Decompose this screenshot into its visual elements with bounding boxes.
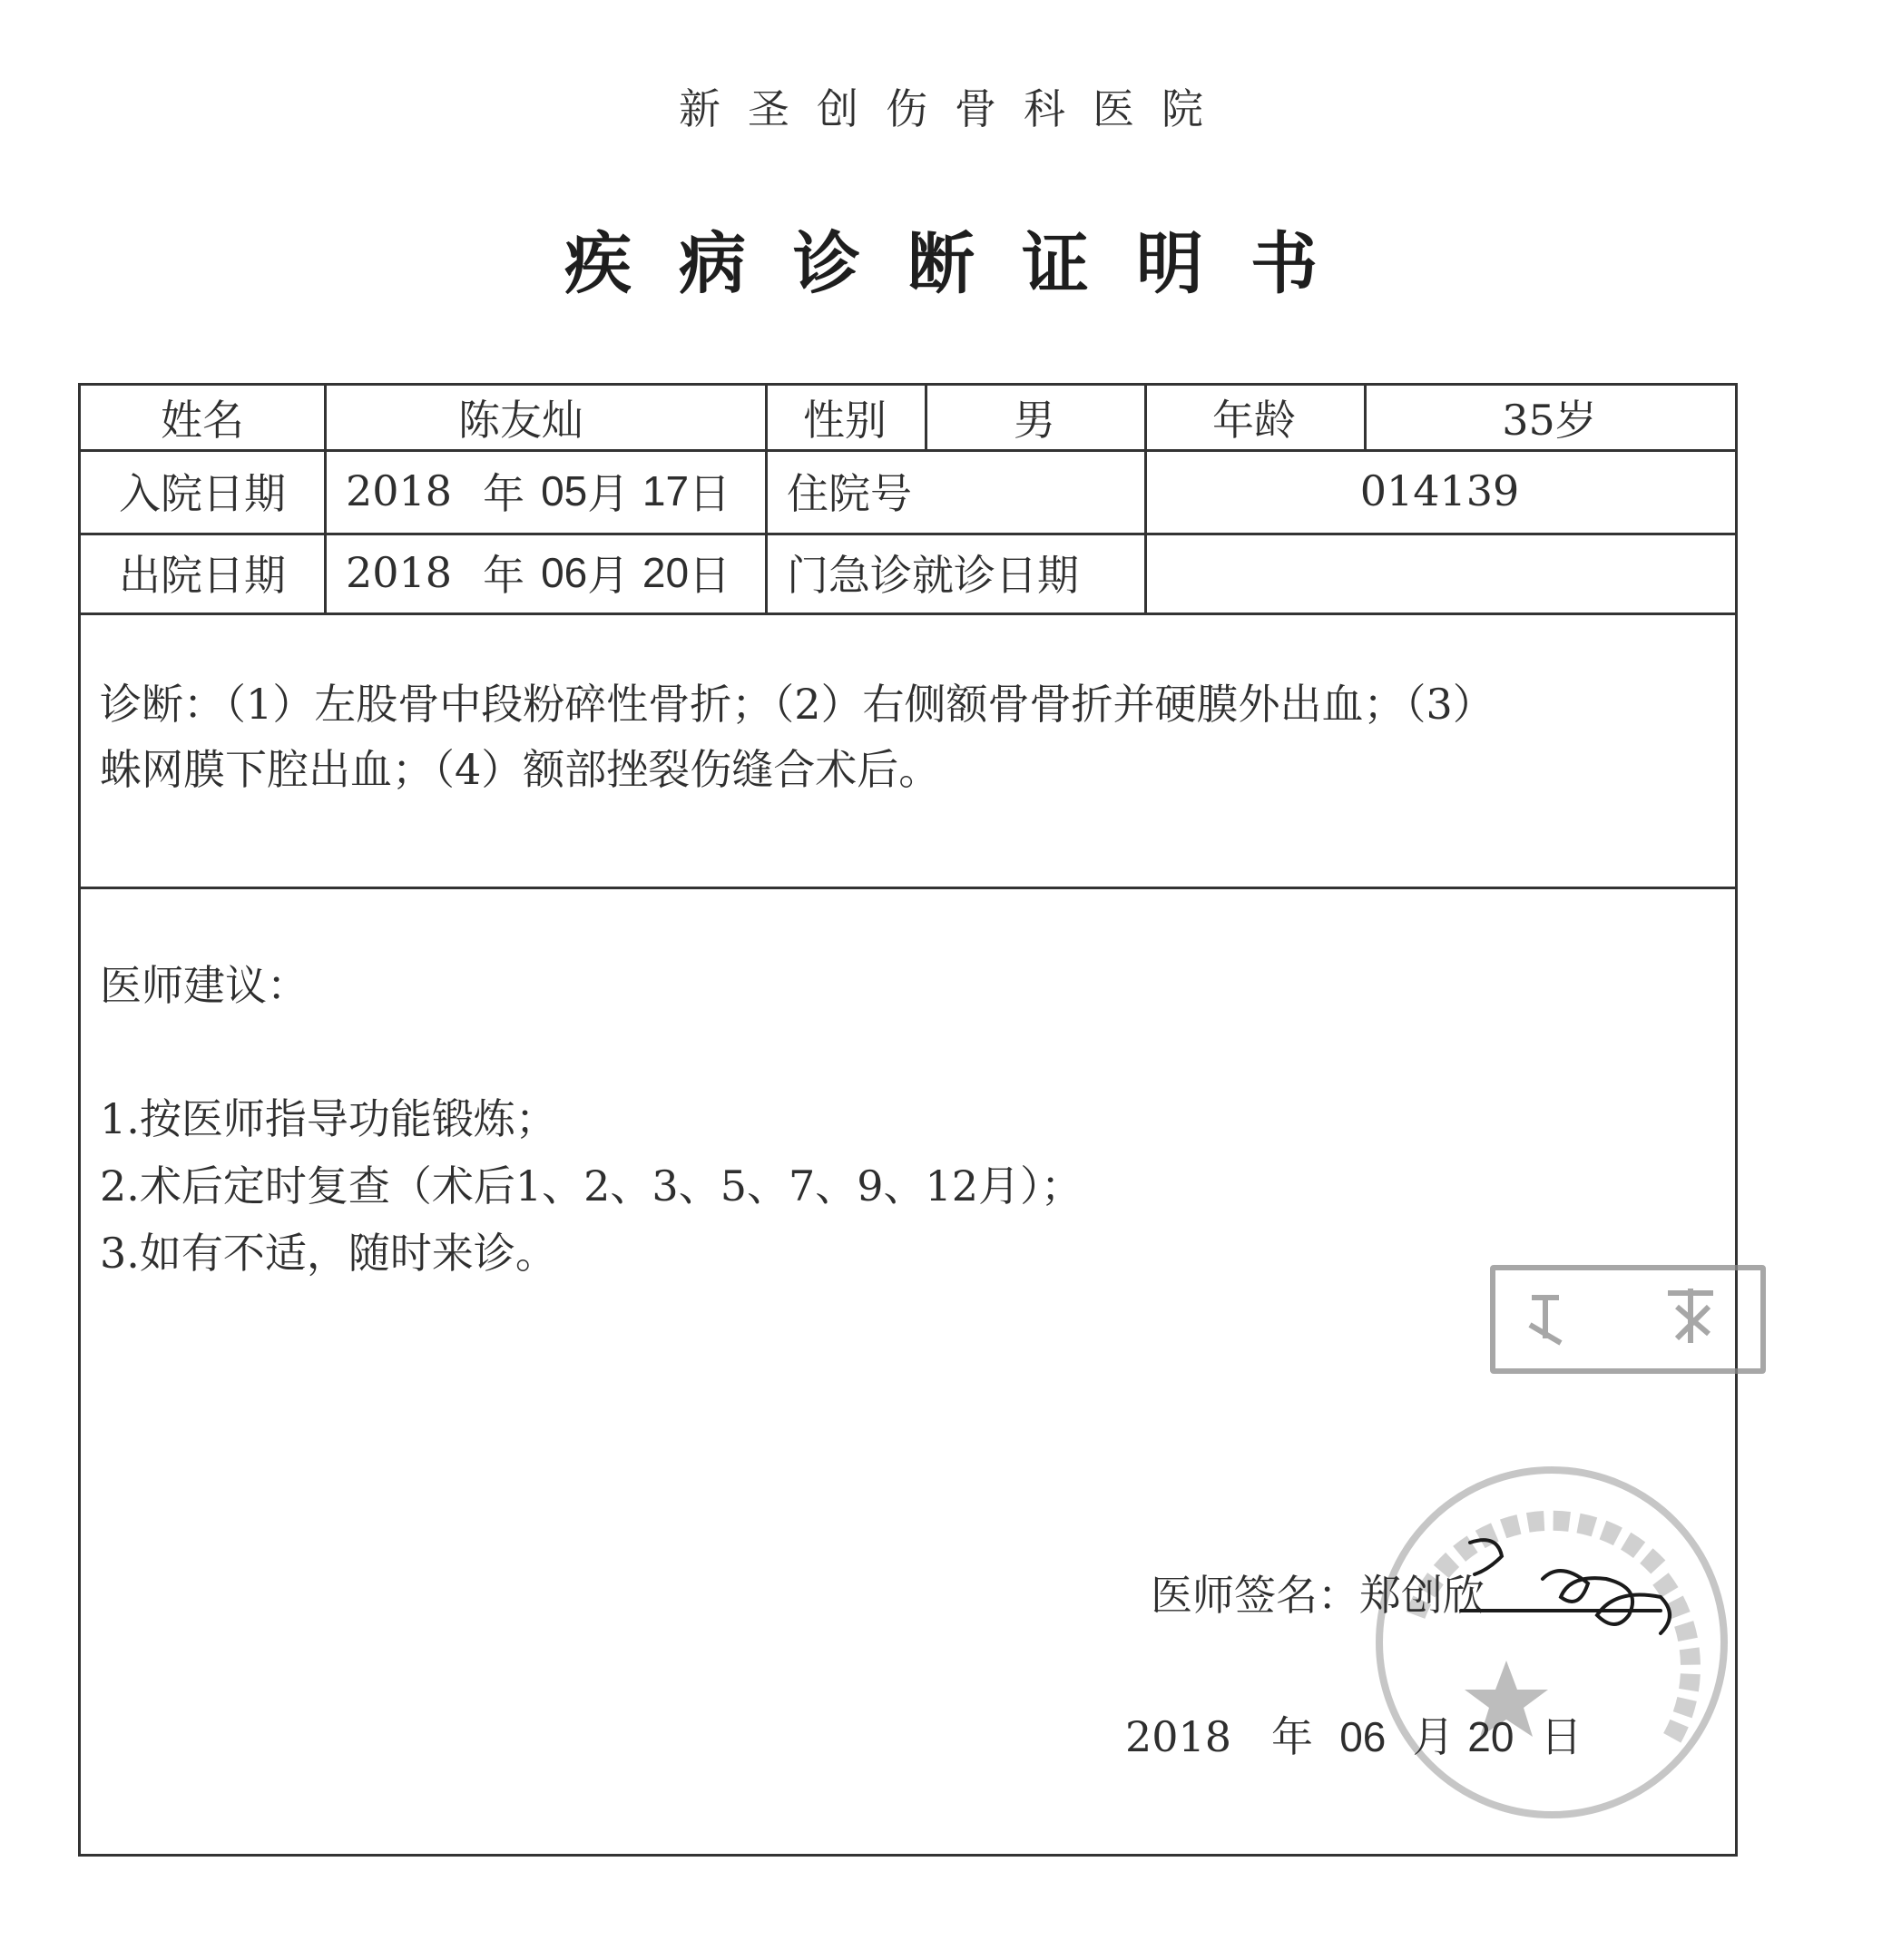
diagnosis-line-2: 蛛网膜下腔出血；（4）额部挫裂伤缝合术后。 xyxy=(100,745,941,794)
inpatient-no-value: 014139 xyxy=(1359,466,1520,515)
sign-date xyxy=(1125,1704,1583,1764)
sign-year: 2018 xyxy=(1125,1712,1232,1761)
inpatient-no-label: 住院号 xyxy=(787,469,912,518)
document-title: 疾病诊断证明书 xyxy=(564,225,1365,303)
sign-month-unit: 月 xyxy=(1412,1712,1455,1761)
rectangular-stamp xyxy=(1490,1265,1766,1374)
admission-day-unit: 日 xyxy=(689,469,731,518)
advice-item: 2.术后定时复查（术后1、2、3、5、7、9、12月）； xyxy=(100,1161,1083,1210)
admission-label: 入院日期 xyxy=(119,469,286,518)
discharge-month-unit: 月 xyxy=(587,551,630,600)
discharge-label: 出院日期 xyxy=(119,551,286,600)
section-divider xyxy=(81,887,1735,889)
diagnosis-line-1: 诊断：（1）左股骨中段粉碎性骨折；（2）右侧额骨骨折并硬膜外出血；（3） xyxy=(100,680,1495,729)
name-value: 陈友灿 xyxy=(458,396,583,445)
sign-month: 06 xyxy=(1339,1713,1387,1760)
discharge-month: 06 xyxy=(541,549,588,596)
advice-heading: 医师建议： xyxy=(100,961,309,1010)
handwritten-signature-icon xyxy=(1434,1524,1706,1661)
sign-day: 20 xyxy=(1467,1713,1514,1760)
sign-day-unit: 日 xyxy=(1540,1712,1583,1761)
signature-label: 医师签名： xyxy=(1151,1571,1359,1620)
doctor-name: 郑创欣 xyxy=(1359,1571,1485,1620)
discharge-day-unit: 日 xyxy=(689,551,731,600)
advice-item: 1.按医师指导功能锻炼； xyxy=(100,1094,557,1143)
age-value: 35岁 xyxy=(1502,396,1597,445)
admission-year-unit: 年 xyxy=(483,469,525,518)
outpatient-date-label: 门急诊就诊日期 xyxy=(787,551,1079,600)
discharge-day: 20 xyxy=(642,549,690,596)
discharge-date xyxy=(346,533,763,612)
admission-month: 05 xyxy=(541,467,588,514)
sign-year-unit: 年 xyxy=(1270,1712,1313,1761)
stamp-glyphs xyxy=(1495,1270,1750,1357)
admission-date xyxy=(346,449,763,533)
advice-list xyxy=(100,1085,1083,1287)
admission-month-unit: 月 xyxy=(587,469,630,518)
outpatient-date-value xyxy=(1144,533,1735,612)
admission-year: 2018 xyxy=(346,466,453,515)
gender-label: 性别 xyxy=(803,396,887,445)
age-label: 年龄 xyxy=(1212,396,1296,445)
hospital-name: 新圣创伤骨科医院 xyxy=(679,84,1230,133)
diagnosis-text xyxy=(100,671,1715,802)
discharge-year-unit: 年 xyxy=(483,551,525,600)
admission-day: 17 xyxy=(642,467,690,514)
row-divider xyxy=(81,612,1735,615)
gender-value: 男 xyxy=(1014,396,1055,445)
discharge-year: 2018 xyxy=(346,548,453,597)
name-label: 姓名 xyxy=(161,396,244,445)
advice-item: 3.如有不适，随时来诊。 xyxy=(100,1229,557,1278)
